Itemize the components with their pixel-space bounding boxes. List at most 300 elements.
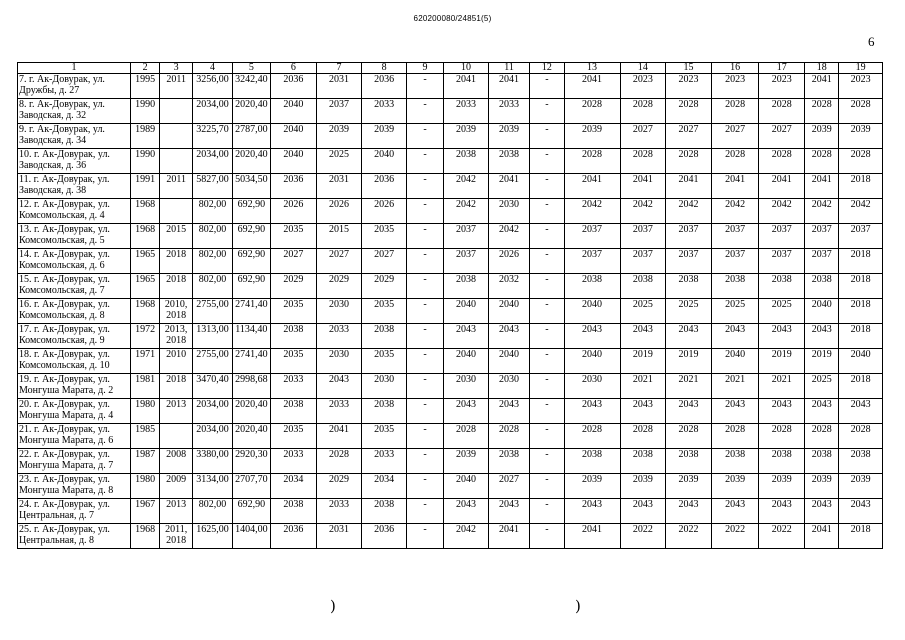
- table-cell: 2035: [271, 424, 317, 449]
- address-cell: 16. г. Ак-Довурак, ул. Комсомольская, д. 8: [18, 299, 131, 324]
- table-cell: -: [406, 299, 443, 324]
- table-cell: 2036: [271, 174, 317, 199]
- table-cell: 802,00: [193, 224, 232, 249]
- table-cell: -: [406, 199, 443, 224]
- table-cell: -: [406, 524, 443, 549]
- table-cell: 2043: [666, 324, 712, 349]
- footer-mark-right: ): [575, 597, 581, 615]
- table-cell: 2039: [444, 449, 489, 474]
- table-cell: 2028: [620, 99, 666, 124]
- table-cell: 2030: [316, 299, 362, 324]
- table-cell: 2036: [271, 74, 317, 99]
- table-cell: 692,90: [232, 224, 270, 249]
- table-cell: 2040: [271, 124, 317, 149]
- table-cell: 1985: [131, 424, 160, 449]
- table-cell: 2028: [316, 449, 362, 474]
- table-cell: 2039: [620, 474, 666, 499]
- table-cell: 2038: [564, 274, 620, 299]
- table-cell: 2039: [564, 474, 620, 499]
- table-cell: 2741,40: [232, 349, 270, 374]
- table-cell: 2042: [564, 199, 620, 224]
- table-cell: 1995: [131, 74, 160, 99]
- table-row: [18, 274, 883, 299]
- table-cell: 2011: [160, 174, 193, 199]
- table-cell: 2037: [805, 249, 839, 274]
- table-cell: 2041: [620, 174, 666, 199]
- table-cell: 2028: [444, 424, 489, 449]
- table-cell: 1968: [131, 524, 160, 549]
- table-cell: 2041: [488, 524, 529, 549]
- table-cell: 2043: [620, 324, 666, 349]
- table-cell: 2041: [805, 174, 839, 199]
- table-cell: 2037: [805, 224, 839, 249]
- table-row: [18, 474, 883, 499]
- table-cell: 1313,00: [193, 324, 232, 349]
- table-cell: 692,90: [232, 499, 270, 524]
- table-cell: -: [530, 299, 564, 324]
- table-cell: -: [530, 74, 564, 99]
- table-cell: 2042: [444, 174, 489, 199]
- table-cell: 2038: [805, 274, 839, 299]
- table-cell: 2042: [444, 199, 489, 224]
- table-cell: 2043: [564, 399, 620, 424]
- table-cell: -: [530, 99, 564, 124]
- table-cell: 2028: [564, 99, 620, 124]
- table-cell: 2033: [271, 374, 317, 399]
- table-cell: 2043: [759, 499, 805, 524]
- column-header: 16: [711, 63, 759, 74]
- table-cell: 692,90: [232, 274, 270, 299]
- column-header: 14: [620, 63, 666, 74]
- table-cell: 3225,70: [193, 124, 232, 149]
- table-cell: 2038: [759, 274, 805, 299]
- table-cell: 2043: [564, 324, 620, 349]
- table-cell: 2041: [711, 174, 759, 199]
- table-cell: 2035: [362, 224, 407, 249]
- table-cell: 1968: [131, 224, 160, 249]
- address-cell: 9. г. Ак-Довурак, ул. Заводская, д. 34: [18, 124, 131, 149]
- table-cell: 2043: [444, 499, 489, 524]
- table-cell: 2038: [488, 449, 529, 474]
- table-cell: 2021: [666, 374, 712, 399]
- table-cell: 2023: [620, 74, 666, 99]
- table-cell: 2040: [488, 349, 529, 374]
- table-cell: -: [530, 374, 564, 399]
- table-cell: 2033: [444, 99, 489, 124]
- table-cell: 2040: [564, 299, 620, 324]
- table-cell: -: [530, 124, 564, 149]
- table-cell: 2026: [316, 199, 362, 224]
- table-cell: 2018: [839, 374, 883, 399]
- table-cell: -: [530, 399, 564, 424]
- table-cell: 2019: [759, 349, 805, 374]
- table-cell: -: [530, 449, 564, 474]
- table-cell: 692,90: [232, 199, 270, 224]
- table-cell: 2039: [711, 474, 759, 499]
- table-cell: 1990: [131, 99, 160, 124]
- table-cell: 2037: [444, 249, 489, 274]
- table-cell: 2025: [711, 299, 759, 324]
- table-cell: 2037: [564, 224, 620, 249]
- table-cell: 2028: [839, 149, 883, 174]
- table-row: [18, 449, 883, 474]
- table-cell: -: [406, 499, 443, 524]
- table-header-row: [18, 63, 883, 74]
- table-cell: 2034,00: [193, 424, 232, 449]
- table-cell: 2023: [666, 74, 712, 99]
- table-cell: 2033: [316, 499, 362, 524]
- column-header: 8: [362, 63, 407, 74]
- table-cell: 802,00: [193, 199, 232, 224]
- table-cell: 2042: [444, 524, 489, 549]
- table-cell: 2028: [488, 424, 529, 449]
- table-cell: 2019: [620, 349, 666, 374]
- table-cell: 2039: [666, 474, 712, 499]
- table-cell: -: [406, 374, 443, 399]
- table-cell: 2039: [488, 124, 529, 149]
- table-row: [18, 99, 883, 124]
- table-cell: -: [406, 324, 443, 349]
- table-cell: 2029: [271, 274, 317, 299]
- table-cell: 5827,00: [193, 174, 232, 199]
- table-cell: 2025: [759, 299, 805, 324]
- table-cell: -: [530, 349, 564, 374]
- table-cell: 2028: [666, 424, 712, 449]
- table-cell: 2021: [759, 374, 805, 399]
- table-cell: 2020,40: [232, 99, 270, 124]
- table-cell: 2038: [271, 324, 317, 349]
- table-cell: 1134,40: [232, 324, 270, 349]
- table-cell: 2039: [839, 124, 883, 149]
- table-cell: 2041: [666, 174, 712, 199]
- table-cell: -: [406, 124, 443, 149]
- table-row: [18, 199, 883, 224]
- table-cell: 2040: [362, 149, 407, 174]
- column-header: 11: [488, 63, 529, 74]
- table-cell: 2034: [362, 474, 407, 499]
- table-cell: 1980: [131, 474, 160, 499]
- column-header: 2: [131, 63, 160, 74]
- table-cell: 2030: [564, 374, 620, 399]
- table-cell: 1965: [131, 274, 160, 299]
- table-cell: 2741,40: [232, 299, 270, 324]
- table-cell: 2028: [711, 99, 759, 124]
- table-cell: 1967: [131, 499, 160, 524]
- table-row: [18, 174, 883, 199]
- table-cell: 2018: [839, 524, 883, 549]
- table-cell: 2029: [316, 274, 362, 299]
- table-cell: 2043: [839, 499, 883, 524]
- column-header: 4: [193, 63, 232, 74]
- table-cell: 2026: [488, 249, 529, 274]
- table-cell: 1989: [131, 124, 160, 149]
- table-cell: 2028: [759, 99, 805, 124]
- table-cell: 2020,40: [232, 149, 270, 174]
- table-cell: 2035: [362, 424, 407, 449]
- table-cell: 2043: [711, 499, 759, 524]
- table-cell: [160, 149, 193, 174]
- address-cell: 20. г. Ак-Довурак, ул. Монгуша Марата, д. 4: [18, 399, 131, 424]
- table-row: [18, 324, 883, 349]
- table-row: [18, 499, 883, 524]
- table-cell: 2033: [488, 99, 529, 124]
- table-cell: 2027: [488, 474, 529, 499]
- table-cell: 2038: [759, 449, 805, 474]
- page-number: 6: [868, 34, 875, 49]
- table-cell: 2035: [271, 224, 317, 249]
- table-cell: 2028: [564, 149, 620, 174]
- table-cell: 2035: [362, 299, 407, 324]
- table-cell: 2043: [488, 499, 529, 524]
- table-cell: 2042: [805, 199, 839, 224]
- table-cell: 2998,68: [232, 374, 270, 399]
- table-cell: 2039: [805, 474, 839, 499]
- column-header: 13: [564, 63, 620, 74]
- table-cell: 2028: [620, 424, 666, 449]
- table-cell: 2018: [839, 299, 883, 324]
- table-cell: -: [406, 174, 443, 199]
- table-cell: 2023: [759, 74, 805, 99]
- table-cell: -: [530, 249, 564, 274]
- table-cell: 2009: [160, 474, 193, 499]
- table-cell: [160, 199, 193, 224]
- table-cell: 2037: [564, 249, 620, 274]
- table-cell: 2038: [444, 149, 489, 174]
- table-cell: 2707,70: [232, 474, 270, 499]
- table-cell: 2037: [444, 224, 489, 249]
- table-cell: 2043: [620, 499, 666, 524]
- column-header: 6: [271, 63, 317, 74]
- table-cell: 2039: [839, 474, 883, 499]
- table-cell: 2020,40: [232, 399, 270, 424]
- table-cell: 1965: [131, 249, 160, 274]
- address-cell: 7. г. Ак-Довурак, ул. Дружбы, д. 27: [18, 74, 131, 99]
- table-cell: 2028: [564, 424, 620, 449]
- address-cell: 24. г. Ак-Довурак, ул. Центральная, д. 7: [18, 499, 131, 524]
- column-header: 1: [18, 63, 131, 74]
- table-cell: 2038: [620, 449, 666, 474]
- table-cell: 2033: [316, 399, 362, 424]
- address-cell: 12. г. Ак-Довурак, ул. Комсомольская, д. 4: [18, 199, 131, 224]
- table-row: [18, 249, 883, 274]
- table-cell: 3256,00: [193, 74, 232, 99]
- table-cell: 2027: [711, 124, 759, 149]
- table-cell: 2025: [805, 374, 839, 399]
- table-cell: 2038: [444, 274, 489, 299]
- table-cell: 2041: [564, 174, 620, 199]
- table-cell: 2031: [316, 174, 362, 199]
- table-cell: 2025: [316, 149, 362, 174]
- table-cell: 2043: [711, 399, 759, 424]
- column-header: 10: [444, 63, 489, 74]
- table-cell: 3242,40: [232, 74, 270, 99]
- table-cell: 2022: [620, 524, 666, 549]
- table-cell: 2019: [805, 349, 839, 374]
- table-cell: 2027: [271, 249, 317, 274]
- column-header: 9: [406, 63, 443, 74]
- table-cell: 2037: [711, 224, 759, 249]
- table-cell: 2031: [316, 524, 362, 549]
- table-cell: 2015: [316, 224, 362, 249]
- table-cell: 2038: [362, 324, 407, 349]
- table-cell: 5034,50: [232, 174, 270, 199]
- table-cell: 2013: [160, 399, 193, 424]
- table-cell: 2036: [362, 174, 407, 199]
- table-cell: 2028: [759, 424, 805, 449]
- table-cell: 2038: [666, 274, 712, 299]
- table-cell: 2029: [362, 274, 407, 299]
- table-cell: 2022: [666, 524, 712, 549]
- address-cell: 25. г. Ак-Довурак, ул. Центральная, д. 8: [18, 524, 131, 549]
- table-cell: 2755,00: [193, 299, 232, 324]
- column-header: 15: [666, 63, 712, 74]
- table-row: [18, 124, 883, 149]
- table-cell: 1981: [131, 374, 160, 399]
- table-cell: -: [530, 474, 564, 499]
- table-cell: 2043: [316, 374, 362, 399]
- table-cell: 2028: [711, 149, 759, 174]
- table-cell: 2026: [271, 199, 317, 224]
- table-cell: 2032: [488, 274, 529, 299]
- table-cell: 2028: [666, 99, 712, 124]
- address-cell: 19. г. Ак-Довурак, ул. Монгуша Марата, д. 2: [18, 374, 131, 399]
- table-cell: -: [406, 74, 443, 99]
- table-cell: 2030: [444, 374, 489, 399]
- table-cell: 1968: [131, 299, 160, 324]
- table-cell: -: [530, 174, 564, 199]
- table-cell: 2039: [805, 124, 839, 149]
- table-cell: -: [406, 349, 443, 374]
- address-cell: 14. г. Ак-Довурак, ул. Комсомольская, д. 6: [18, 249, 131, 274]
- table-cell: 2037: [759, 249, 805, 274]
- table-cell: 2042: [666, 199, 712, 224]
- table-cell: -: [406, 99, 443, 124]
- table-cell: 2022: [711, 524, 759, 549]
- column-header: 12: [530, 63, 564, 74]
- table-cell: 2038: [271, 499, 317, 524]
- table-cell: 2040: [444, 349, 489, 374]
- address-cell: 10. г. Ак-Довурак, ул. Заводская, д. 36: [18, 149, 131, 174]
- table-cell: 2038: [362, 399, 407, 424]
- table-cell: 2038: [620, 274, 666, 299]
- table-cell: 2037: [666, 249, 712, 274]
- column-header: 7: [316, 63, 362, 74]
- table-cell: 2038: [488, 149, 529, 174]
- table-cell: 2038: [666, 449, 712, 474]
- table-cell: 2042: [839, 199, 883, 224]
- address-cell: 8. г. Ак-Довурак, ул. Заводская, д. 32: [18, 99, 131, 124]
- table-cell: [160, 99, 193, 124]
- data-table: [17, 62, 883, 549]
- column-header: 18: [805, 63, 839, 74]
- table-cell: -: [406, 424, 443, 449]
- column-header: 19: [839, 63, 883, 74]
- table-cell: 2021: [620, 374, 666, 399]
- table-cell: -: [530, 424, 564, 449]
- address-cell: 15. г. Ак-Довурак, ул. Комсомольская, д. 7: [18, 274, 131, 299]
- table-cell: 2043: [805, 499, 839, 524]
- table-cell: 3380,00: [193, 449, 232, 474]
- table-cell: 2030: [488, 199, 529, 224]
- table-cell: [160, 124, 193, 149]
- table-cell: -: [530, 499, 564, 524]
- table-cell: 2042: [620, 199, 666, 224]
- table-cell: 2023: [711, 74, 759, 99]
- table-cell: 2043: [488, 324, 529, 349]
- table-cell: 2028: [620, 149, 666, 174]
- table-cell: 2023: [839, 74, 883, 99]
- table-cell: 2033: [362, 449, 407, 474]
- table-cell: 2042: [759, 199, 805, 224]
- table-cell: 2028: [805, 424, 839, 449]
- table-cell: 3134,00: [193, 474, 232, 499]
- table-cell: 2043: [444, 324, 489, 349]
- table-cell: 2011: [160, 74, 193, 99]
- table-cell: -: [406, 274, 443, 299]
- table-cell: 2787,00: [232, 124, 270, 149]
- table-cell: -: [406, 474, 443, 499]
- table-cell: 2039: [444, 124, 489, 149]
- table-cell: 2041: [564, 74, 620, 99]
- address-cell: 11. г. Ак-Довурак, ул. Заводская, д. 38: [18, 174, 131, 199]
- table-row: [18, 299, 883, 324]
- table-cell: 2043: [839, 399, 883, 424]
- table-cell: 1991: [131, 174, 160, 199]
- table-cell: 2015: [160, 224, 193, 249]
- table-cell: 2013, 2018: [160, 324, 193, 349]
- table-cell: -: [406, 399, 443, 424]
- table-cell: 2028: [805, 99, 839, 124]
- table-cell: 2011, 2018: [160, 524, 193, 549]
- table-body: [18, 63, 883, 549]
- table-cell: 2021: [711, 374, 759, 399]
- table-cell: 2041: [759, 174, 805, 199]
- table-cell: 802,00: [193, 499, 232, 524]
- table-cell: -: [530, 199, 564, 224]
- table-cell: 2043: [759, 324, 805, 349]
- table-cell: 2041: [805, 524, 839, 549]
- table-cell: 2043: [711, 324, 759, 349]
- table-cell: -: [530, 224, 564, 249]
- table-cell: 2038: [805, 449, 839, 474]
- table-cell: 2041: [488, 74, 529, 99]
- table-cell: 692,90: [232, 249, 270, 274]
- table-cell: 2043: [488, 399, 529, 424]
- table-cell: -: [406, 449, 443, 474]
- table-cell: 2043: [444, 399, 489, 424]
- table-cell: 2027: [362, 249, 407, 274]
- table-cell: 2029: [316, 474, 362, 499]
- table-cell: 2040: [711, 349, 759, 374]
- table-cell: 2039: [362, 124, 407, 149]
- table-cell: 2018: [839, 274, 883, 299]
- table-cell: 2039: [316, 124, 362, 149]
- table-cell: 2041: [805, 74, 839, 99]
- table-cell: 2022: [759, 524, 805, 549]
- address-cell: 13. г. Ак-Довурак, ул. Комсомольская, д. 5: [18, 224, 131, 249]
- table-cell: 2037: [711, 249, 759, 274]
- address-cell: 18. г. Ак-Довурак, ул. Комсомольская, д. 10: [18, 349, 131, 374]
- table-cell: 2043: [620, 399, 666, 424]
- table-cell: 2037: [620, 224, 666, 249]
- table-cell: 2036: [362, 74, 407, 99]
- table-cell: 2018: [160, 374, 193, 399]
- table-cell: -: [530, 324, 564, 349]
- table-cell: 2039: [759, 474, 805, 499]
- table-cell: -: [406, 149, 443, 174]
- table-cell: 2027: [316, 249, 362, 274]
- table-cell: 2030: [488, 374, 529, 399]
